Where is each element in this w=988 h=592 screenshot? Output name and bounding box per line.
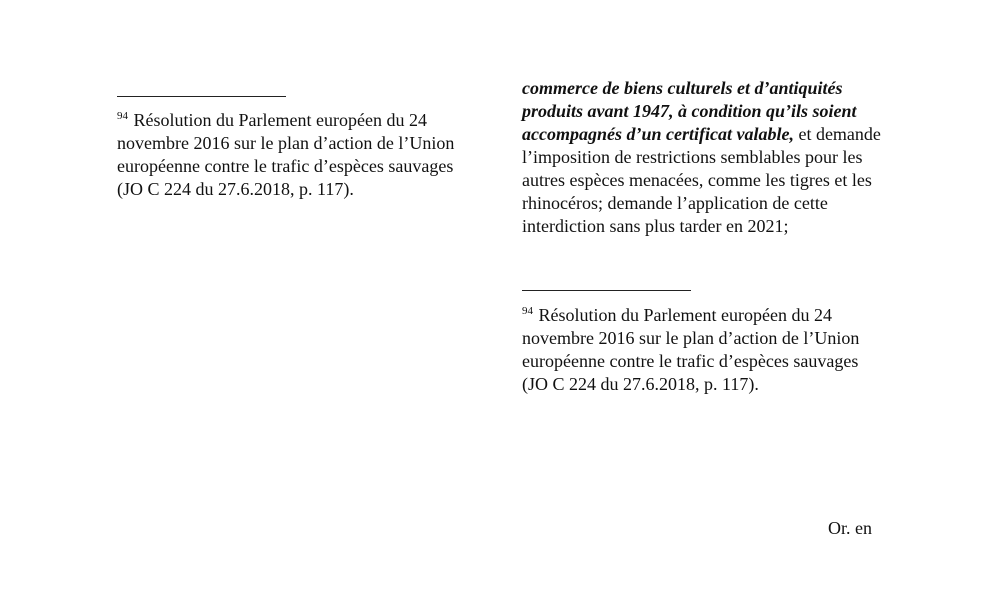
footnote-text: Résolution du Parlement européen du 24 novembre 2016 sur le plan d’action de l’Union européenne contre le trafic d’espèces sauvages (JO C 224 du 27.6.2018, p. 117). <box>117 110 455 199</box>
body-paragraph <box>522 77 882 238</box>
paragraph-text: et demande l’imposition de restrictions semblables pour les autres espèces menacées, comme les tigres et les rhinocéros; demande l’application de cette interdiction sans plus tarder en 2021; <box>522 124 881 236</box>
footnote-marker: 94 <box>117 110 128 122</box>
footnote-right <box>522 304 882 396</box>
footnote-marker: 94 <box>522 305 533 317</box>
footnote-separator-right <box>522 290 691 291</box>
footnote-separator-left <box>117 96 286 97</box>
emphasized-text: commerce de biens culturels et d’antiquités produits avant 1947, à condition qu’ils soient accompagnés d’un certificat valable, <box>522 78 857 144</box>
footnote-left <box>117 109 477 201</box>
original-language-label: Or. en <box>828 518 872 538</box>
footnote-text: Résolution du Parlement européen du 24 novembre 2016 sur le plan d’action de l’Union européenne contre le trafic d’espèces sauvages (JO C 224 du 27.6.2018, p. 117). <box>522 305 860 394</box>
